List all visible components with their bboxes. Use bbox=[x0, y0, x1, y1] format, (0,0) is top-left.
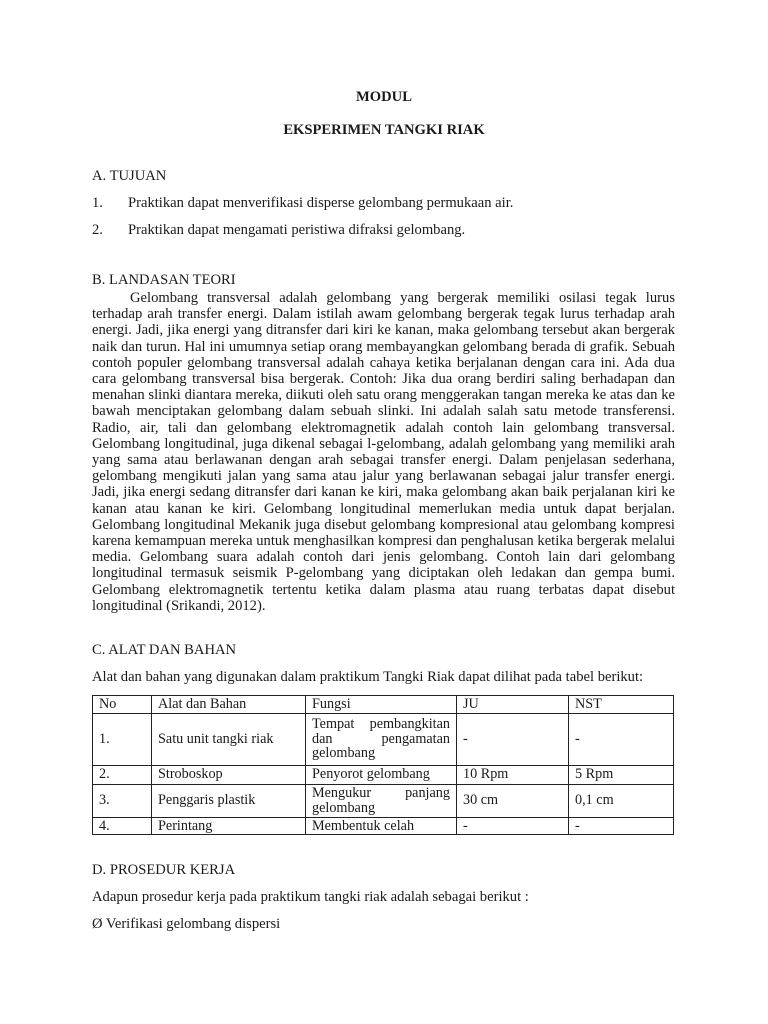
theory-paragraph-block bbox=[92, 290, 675, 614]
table-cell: Tempat pembangkitan dan pengamatan gelombang bbox=[306, 713, 457, 765]
table-cell: - bbox=[569, 817, 674, 835]
table-cell: 5 Rpm bbox=[569, 765, 674, 784]
table-cell: 10 Rpm bbox=[457, 765, 569, 784]
theory-paragraph: Gelombang transversal adalah gelombang yang bergerak memiliki osilasi tegak lurus terhadap arah transfer energi. Dalam istilah awam gelombang bergerak tegak lurus terhadap arah energi. Jadi, jika energi yang ditransfer dari kiri ke kanan, maka gelombang tersebut akan bergerak naik dan turun. Hal ini umumnya setiap orang membayangkan gelombang berada di grafik. Sebuah contoh populer gelombang transversal adalah cahaya ketika berjalanan dengan cara ini. Ada dua cara gelombang transversal bisa bergerak. Contoh: Jika dua orang berdiri saling berhadapan dan menahan slinki diantara mereka, diikuti oleh satu orang menggerakan tangan mereka ke atas dan ke bawah menciptakan gelombang dalam sebuah slinki. Ini adalah salah satu metode transferensi. Radio, air, tali dan gelombang elektromagnetik adalah contoh lain gelombang transversal. Gelombang longitudinal, juga dikenal sebagai l-gelombang, adalah gelombang yang memiliki arah yang sama atau berlawanan dengan arah sebagai transfer energi. Dalam penjelasan sederhana, gelombang mengikuti jalan yang sama atau jalur yang berlawanan sebagai jalur transfer energi. Jadi, jika energi sedang ditransfer dari kanan ke kiri, maka gelombang akan baik perjalanan kiri ke kanan atau kanan ke kiri. Gelombang longitudinal memerlukan media untuk dapat berjalan. Gelombang longitudinal Mekanik juga disebut gelombang kompresional atau gelombang kompresi karena kemampuan mereka untuk menghasilkan kompresi dan penghalusan ketika bergerak melalui media. Gelombang suara adalah contoh dari jenis gelombang. Contoh lain dari gelombang longitudinal termasuk seismik P-gelombang yang diciptakan oleh ledakan dan gempa bumi. Gelombang elektromagnetik tertentu ketika dalam plasma atau ruang terbatas dapat disebut longitudinal (Srikandi, 2012). bbox=[92, 290, 675, 614]
table-row bbox=[93, 817, 674, 835]
table-cell: Membentuk celah bbox=[306, 817, 457, 835]
section-d-heading: D. PROSEDUR KERJA bbox=[92, 862, 236, 878]
section-a-heading: A. TUJUAN bbox=[92, 168, 167, 184]
objective-number: 1. bbox=[92, 195, 103, 211]
table-cell: 2. bbox=[93, 765, 152, 784]
table-cell: Satu unit tangki riak bbox=[152, 713, 306, 765]
table-header-cell: Alat dan Bahan bbox=[152, 696, 306, 714]
table-header-cell: JU bbox=[457, 696, 569, 714]
table-cell: Penyorot gelombang bbox=[306, 765, 457, 784]
objective-text: Praktikan dapat menverifikasi disperse gelombang permukaan air. bbox=[128, 195, 514, 211]
table-cell: 3. bbox=[93, 784, 152, 817]
document-title: MODUL bbox=[356, 89, 412, 105]
document-subtitle: EKSPERIMEN TANGKI RIAK bbox=[283, 122, 485, 138]
table-cell: - bbox=[569, 713, 674, 765]
procedure-bullet: Ø Verifikasi gelombang dispersi bbox=[92, 916, 281, 932]
table-header-row bbox=[93, 696, 674, 714]
table-cell: 0,1 cm bbox=[569, 784, 674, 817]
table-row bbox=[93, 784, 674, 817]
section-c-intro: Alat dan bahan yang digunakan dalam praktikum Tangki Riak dapat dilihat pada tabel berikut: bbox=[92, 669, 644, 685]
table-cell: - bbox=[457, 713, 569, 765]
section-d-intro: Adapun prosedur kerja pada praktikum tangki riak adalah sebagai berikut : bbox=[92, 889, 529, 905]
table-cell: Stroboskop bbox=[152, 765, 306, 784]
table-cell: 1. bbox=[93, 713, 152, 765]
objective-text: Praktikan dapat mengamati peristiwa difraksi gelombang. bbox=[128, 222, 466, 238]
table-cell: Perintang bbox=[152, 817, 306, 835]
section-c-heading: C. ALAT DAN BAHAN bbox=[92, 642, 237, 658]
table-cell: 30 cm bbox=[457, 784, 569, 817]
table-cell: Penggaris plastik bbox=[152, 784, 306, 817]
table-cell: 4. bbox=[93, 817, 152, 835]
equipment-table bbox=[92, 695, 674, 835]
table-row bbox=[93, 713, 674, 765]
table-cell: - bbox=[457, 817, 569, 835]
table-row bbox=[93, 765, 674, 784]
table-cell: Mengukur panjang gelombang bbox=[306, 784, 457, 817]
table-header-cell: Fungsi bbox=[306, 696, 457, 714]
objective-number: 2. bbox=[92, 222, 103, 238]
table-header-cell: NST bbox=[569, 696, 674, 714]
table-header-cell: No bbox=[93, 696, 152, 714]
section-b-heading: B. LANDASAN TEORI bbox=[92, 272, 236, 288]
